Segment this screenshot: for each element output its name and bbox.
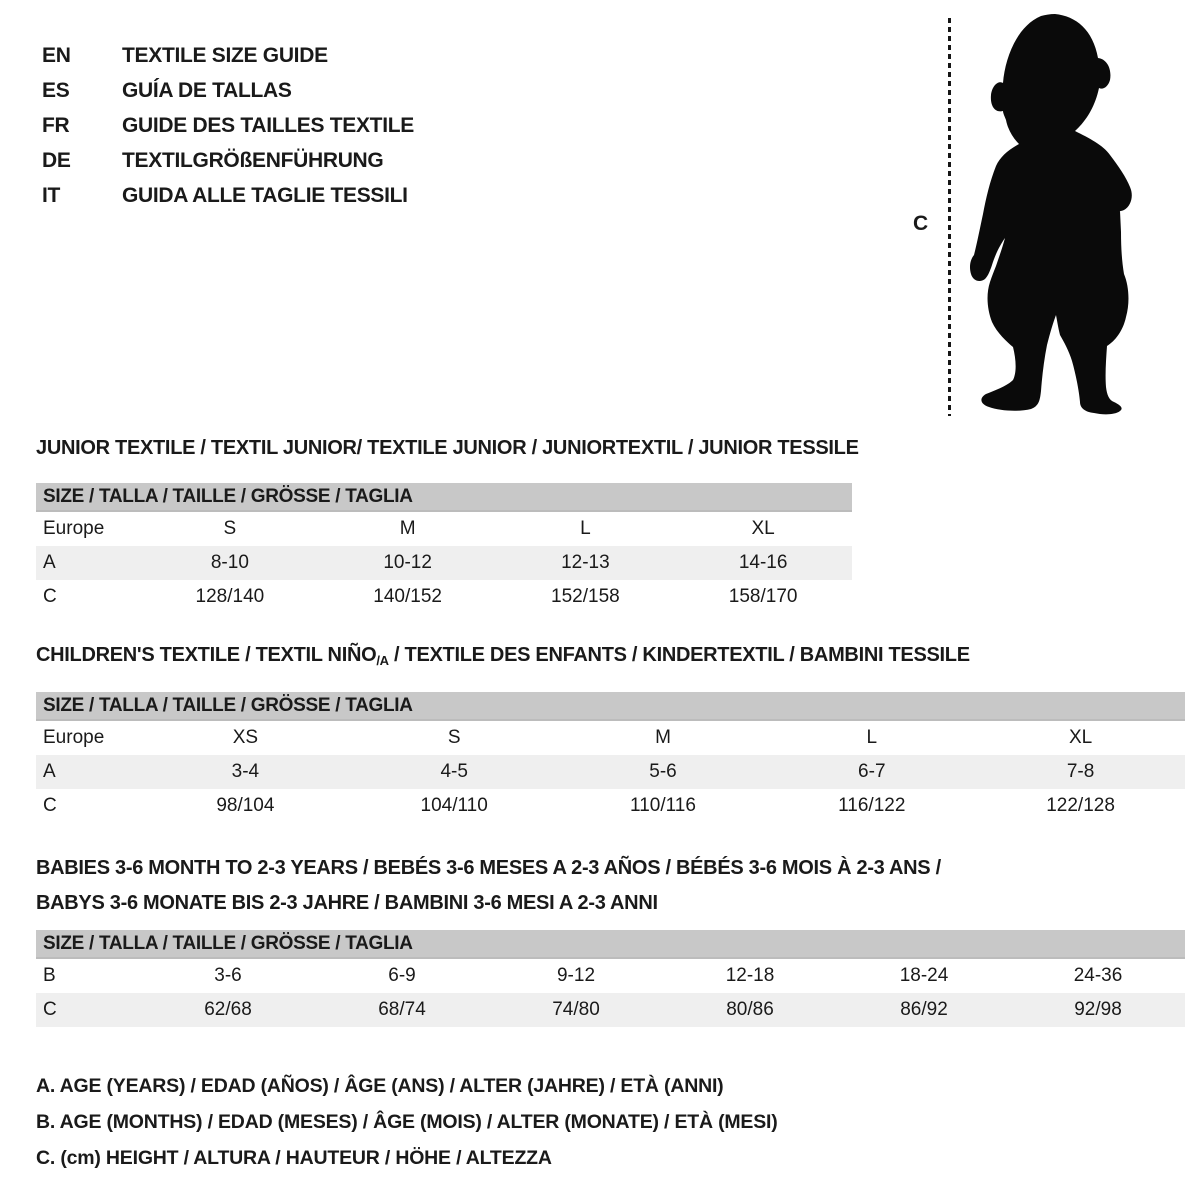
table-cell: 110/116 (630, 795, 696, 816)
table-cell: 8-10 (210, 552, 249, 573)
table-cell: 92/98 (1074, 999, 1122, 1020)
table-cell: 122/128 (1046, 795, 1115, 816)
title-subscript: /A (376, 653, 389, 668)
table-cell: 74/80 (552, 999, 600, 1020)
language-row-it (42, 178, 414, 213)
table-cell: 3-4 (231, 761, 260, 782)
table-cell: XL (751, 518, 775, 539)
table-cell: 10-12 (383, 552, 432, 573)
table-cell: 12-18 (725, 965, 775, 986)
guide-title: GUIDE DES TAILLES TEXTILE (122, 113, 414, 137)
babies-size-table (36, 959, 1185, 1027)
table-cell: 5-6 (649, 761, 677, 782)
babies-textile-section (36, 851, 1185, 1027)
table-row (36, 959, 1185, 993)
table-row (36, 512, 852, 546)
table-cell: 68/74 (378, 999, 426, 1020)
row-label: A (43, 761, 56, 782)
table-cell: 7-8 (1066, 761, 1095, 782)
language-row-fr (42, 108, 414, 143)
junior-size-table (36, 512, 852, 614)
table-cell: 6-9 (388, 965, 416, 986)
children-textile-section (36, 645, 1185, 823)
table-cell: 116/122 (838, 795, 906, 816)
row-label: B (43, 965, 56, 986)
table-cell: 24-36 (1073, 965, 1123, 986)
row-label: C (43, 795, 57, 816)
table-cell: L (866, 727, 878, 748)
title-text: / TEXTILE DES ENFANTS / KINDERTEXTIL / BAMBINI TESSILE (388, 644, 970, 666)
table-cell: 152/158 (551, 586, 620, 607)
table-cell: 62/68 (204, 999, 252, 1020)
size-table-header: SIZE / TALLA / TAILLE / GRÖSSE / TAGLIA (36, 930, 1185, 959)
guide-title: GUÍA DE TALLAS (122, 78, 292, 102)
table-cell: 158/170 (728, 586, 798, 607)
table-cell: 86/92 (900, 999, 948, 1020)
title-text: CHILDREN'S TEXTILE / TEXTIL NIÑO (36, 644, 377, 666)
table-cell: XL (1068, 727, 1093, 748)
row-label: Europe (43, 727, 105, 748)
junior-textile-section (36, 437, 859, 614)
table-cell: 12-13 (561, 552, 610, 573)
height-figure (905, 14, 1167, 424)
table-cell: S (447, 727, 461, 748)
table-cell: M (655, 727, 671, 748)
height-measure-dashed-line (948, 18, 951, 416)
children-section-title (36, 645, 1185, 667)
row-label: A (43, 552, 56, 573)
table-cell: S (223, 518, 237, 539)
language-row-en (42, 38, 414, 73)
language-row-de (42, 143, 414, 178)
table-cell: M (399, 518, 416, 539)
legend (36, 1068, 778, 1176)
table-row (36, 580, 852, 614)
legend-line-b: B. AGE (MONTHS) / EDAD (MESES) / ÂGE (MOIS) / ALTER (MONATE) / ETÀ (MESI) (36, 1111, 778, 1133)
table-cell: 9-12 (556, 965, 596, 986)
table-cell: 128/140 (195, 586, 265, 607)
table-cell: 18-24 (899, 965, 949, 986)
guide-title: GUIDA ALLE TAGLIE TESSILI (122, 183, 408, 207)
table-row (36, 755, 1185, 789)
children-size-table (36, 721, 1185, 823)
size-table-header: SIZE / TALLA / TAILLE / GRÖSSE / TAGLIA (36, 692, 1185, 721)
guide-title: TEXTILGRÖßENFÜHRUNG (122, 148, 384, 172)
babies-section-title-line1: BABIES 3-6 MONTH TO 2-3 YEARS / BEBÉS 3-6 MESES A 2-3 AÑOS / BÉBÉS 3-6 MOIS À 2-3 ANS / (36, 857, 941, 879)
table-cell: 98/104 (216, 795, 275, 816)
legend-line-c: C. (cm) HEIGHT / ALTURA / HAUTEUR / HÖHE / ALTEZZA (36, 1147, 552, 1169)
row-label: C (43, 586, 57, 607)
table-row (36, 789, 1185, 823)
language-row-es (42, 73, 414, 108)
language-code: IT (42, 183, 61, 207)
table-cell: 4-5 (440, 761, 468, 782)
table-cell: 3-6 (214, 965, 242, 986)
language-code: FR (42, 113, 70, 137)
language-code: DE (42, 148, 71, 172)
table-cell: XS (232, 727, 259, 748)
language-code: EN (42, 43, 71, 67)
legend-line-a: A. AGE (YEARS) / EDAD (AÑOS) / ÂGE (ANS) / ALTER (JAHRE) / ETÀ (ANNI) (36, 1075, 724, 1097)
table-cell: 80/86 (726, 999, 774, 1020)
junior-section-title: JUNIOR TEXTILE / TEXTIL JUNIOR/ TEXTILE JUNIOR / JUNIORTEXTIL / JUNIOR TESSILE (36, 437, 859, 459)
toddler-silhouette-icon (967, 14, 1133, 416)
table-row (36, 721, 1185, 755)
size-table-header: SIZE / TALLA / TAILLE / GRÖSSE / TAGLIA (36, 483, 852, 512)
row-label: Europe (43, 518, 105, 539)
guide-title: TEXTILE SIZE GUIDE (122, 43, 328, 67)
table-row (36, 993, 1185, 1027)
language-header (42, 38, 414, 213)
table-cell: 140/152 (373, 586, 442, 607)
table-row (36, 546, 852, 580)
babies-section-title-line2: BABYS 3-6 MONATE BIS 2-3 JAHRE / BAMBINI 3-6 MESI A 2-3 ANNI (36, 892, 658, 914)
table-cell: L (580, 518, 591, 539)
language-code: ES (42, 78, 70, 102)
table-cell: 14-16 (738, 552, 788, 573)
table-cell: 6-7 (858, 761, 886, 782)
height-measure-label: C (913, 212, 929, 235)
row-label: C (43, 999, 57, 1020)
table-cell: 104/110 (420, 795, 488, 816)
